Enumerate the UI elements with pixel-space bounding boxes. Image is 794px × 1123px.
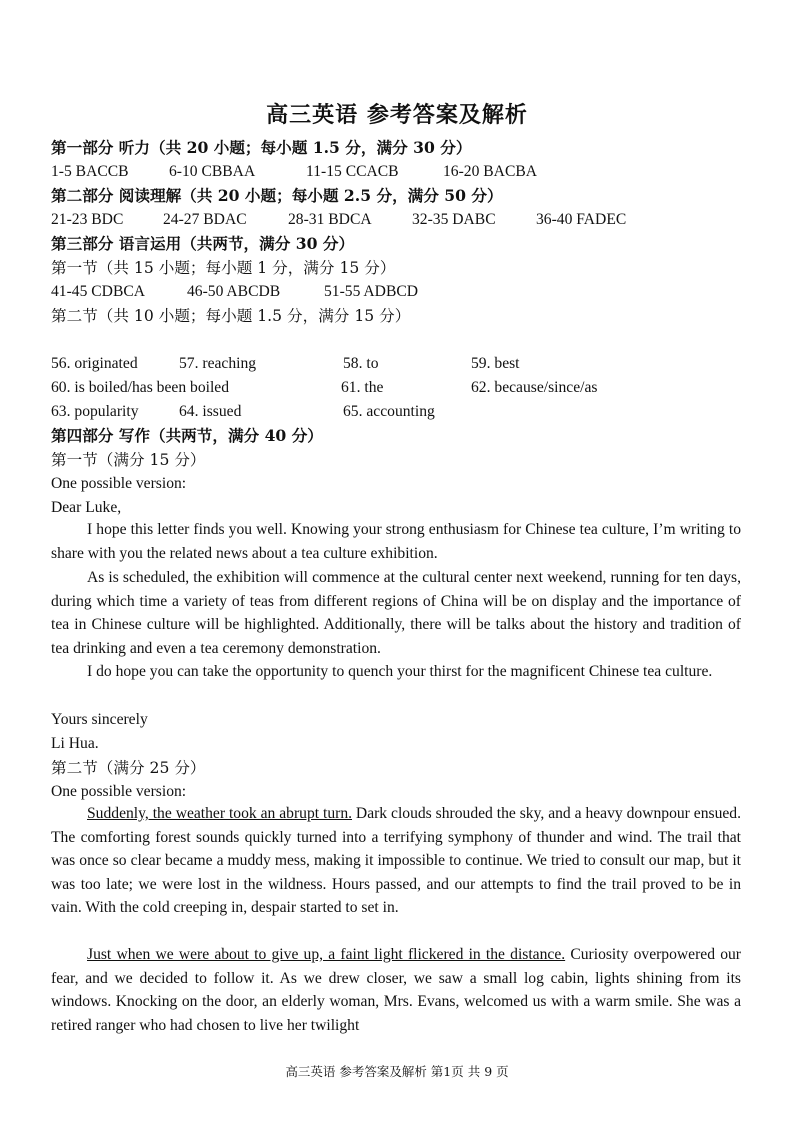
letter-signature: Li Hua. [51, 735, 99, 752]
answer-group: 46-50 ABCDB [187, 283, 281, 300]
story-first-sentence: Just when we were about to give up, a faint light flickered in the distance. [87, 946, 566, 963]
answer-group: 36-40 FADEC [536, 211, 627, 228]
answer-group: 21-23 BDC [51, 211, 124, 228]
part2-answers [51, 210, 626, 230]
part4-section2-heading: 第二节（满分 25 分） [51, 759, 206, 777]
answer-item: 60. is boiled/has been boiled [51, 379, 229, 396]
answer-item: 65. accounting [343, 403, 435, 420]
part3-section2-row [51, 354, 520, 374]
letter-paragraph: As is scheduled, the exhibition will commence at the cultural center next weekend, running for ten days, during which time a variety of teas from different regions of China will be on display and the importance of tea in Chinese culture will be highlighted. Additionally, there will be talks about the history and tradition of tea drinking and even a tea ceremony demonstration. [51, 569, 741, 657]
letter-paragraph: I do hope you can take the opportunity to quench your thirst for the magnificent Chinese tea culture. [87, 663, 713, 680]
part3-section2-row [51, 378, 597, 398]
part2-heading: 第二部分 阅读理解（共 20 小题；每小题 2.5 分，满分 50 分） [51, 186, 503, 205]
answer-group: 41-45 CDBCA [51, 283, 146, 300]
answer-item: 63. popularity [51, 403, 139, 420]
story-body: Dark clouds shrouded the sky, and a heavy downpour ensued. The comforting forest sounds quickly turned into a terrifying symphony of thunder and wind. The trail that was once so clear became a muddy mess, making it impossible to continue. We tried to consult our map, but it was too late; we were lost in the wildness. Hours passed, and our attempts to find the trail proved to be in vain. With the cold creeping in, despair started to set in. [51, 805, 741, 916]
answer-group: 51-55 ADBCD [324, 283, 419, 300]
answer-item: 64. issued [179, 403, 242, 420]
answer-group: 11-15 CCACB [306, 163, 399, 180]
answer-group: 16-20 BACBA [443, 163, 538, 180]
part4-heading: 第四部分 写作（共两节，满分 40 分） [51, 426, 323, 445]
answer-item: 57. reaching [179, 355, 257, 372]
answer-item: 56. originated [51, 355, 138, 372]
part3-section2-heading: 第二节（共 10 小题；每小题 1.5 分，满分 15 分） [51, 307, 411, 325]
letter-greeting: Dear Luke, [51, 499, 122, 516]
letter-paragraph: I hope this letter finds you well. Knowing your strong enthusiasm for Chinese tea culture, I’m writing to share with you the related news about a tea culture exhibition. [51, 521, 741, 562]
answer-group: 32-35 DABC [412, 211, 496, 228]
possible-version-label: One possible version: [51, 475, 187, 492]
part1-answers [51, 162, 537, 182]
part3-section1-heading: 第一节（共 15 小题；每小题 1 分，满分 15 分） [51, 259, 396, 277]
part3-section2-row [51, 402, 435, 422]
story-paragraph [51, 943, 741, 1037]
part3-heading: 第三部分 语言运用（共两节，满分 30 分） [51, 234, 355, 253]
story-first-sentence: Suddenly, the weather took an abrupt turn. [87, 805, 353, 822]
answer-item: 59. best [471, 355, 520, 372]
part3-section1-answers [51, 282, 418, 302]
answer-group: 1-5 BACCB [51, 163, 129, 180]
letter-closing: Yours sincerely [51, 711, 148, 728]
answer-item: 62. because/since/as [471, 379, 598, 396]
possible-version-label: One possible version: [51, 783, 187, 800]
answer-group: 6-10 CBBAA [169, 163, 256, 180]
answer-item: 58. to [343, 355, 379, 372]
part1-heading: 第一部分 听力（共 20 小题；每小题 1.5 分，满分 30 分） [51, 138, 472, 157]
answer-group: 28-31 BDCA [288, 211, 372, 228]
page-title: 高三英语 参考答案及解析 [266, 102, 528, 128]
page-footer: 高三英语 参考答案及解析 第1页 共 9 页 [285, 1064, 509, 1079]
part4-section1-heading: 第一节（满分 15 分） [51, 451, 206, 469]
story-body: Curiosity overpowered our fear, and we decided to follow it. As we drew closer, we saw a small log cabin, lights shining from its windows. Knocking on the door, an elderly woman, Mrs. Evans, welcomed us with a warm smile. She was a retired ranger who had chosen to live her twilight [51, 946, 741, 1034]
answer-group: 24-27 BDAC [163, 211, 247, 228]
answer-item: 61. the [341, 379, 384, 396]
story-paragraph [51, 802, 741, 920]
